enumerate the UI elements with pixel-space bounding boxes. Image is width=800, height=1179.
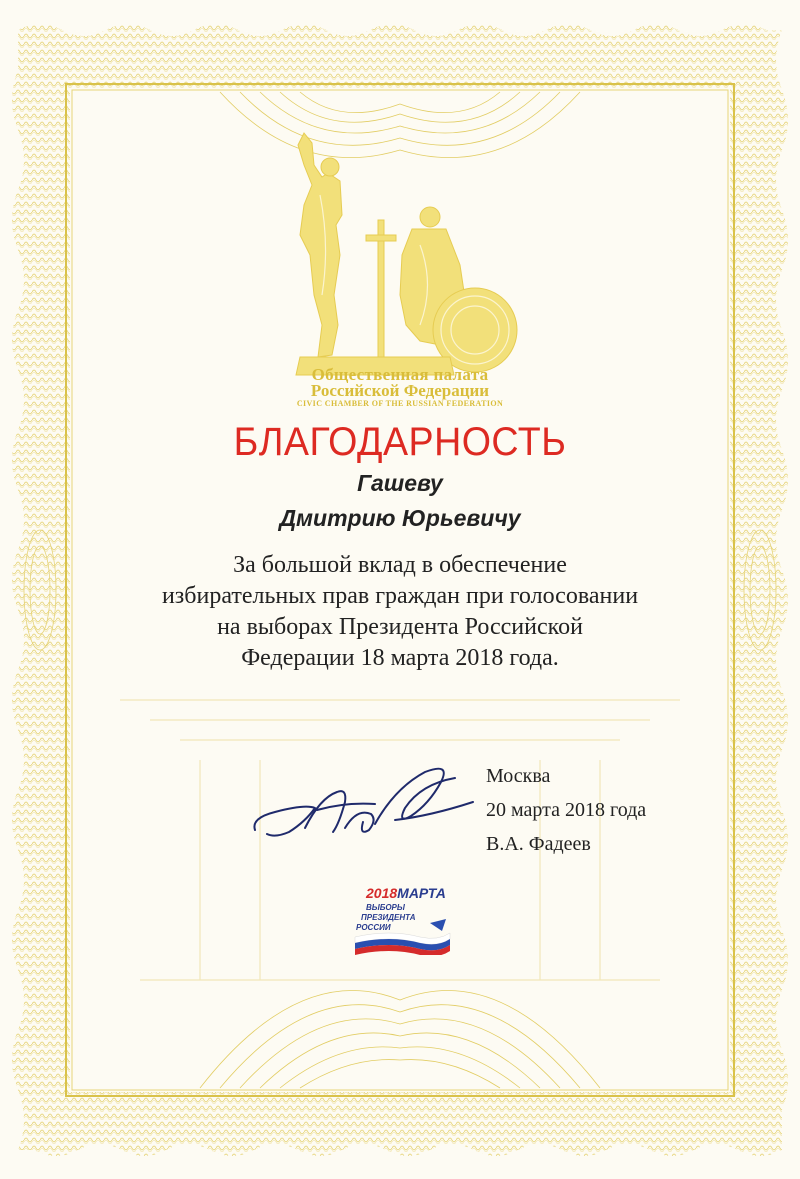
recipient-surname: Гашеву [357, 470, 443, 496]
reason-line: избирательных прав граждан при голосовании [161, 583, 639, 609]
election-logo-line3: РОССИИ [356, 923, 391, 932]
election-year: 2018 [366, 885, 398, 901]
organization-name-line2: Российской Федерации [310, 381, 490, 400]
election-logo-line2: ПРЕЗИДЕНТА [361, 913, 416, 922]
issue-date: 20 марта 2018 года [486, 799, 647, 821]
document-title: БЛАГОДАРНОСТЬ [233, 420, 567, 464]
election-logo-line1: ВЫБОРЫ [366, 903, 405, 912]
handwritten-signature [245, 758, 485, 848]
city: Москва [486, 765, 551, 787]
civic-chamber-monument-logo [270, 125, 530, 405]
reason-line: За большой вклад в обеспечение [233, 552, 567, 578]
reason-line: Федерации 18 марта 2018 года. [241, 645, 559, 671]
reason-line: на выборах Президента Российской [217, 614, 583, 640]
organization-name-line1: Общественная палата [311, 365, 489, 384]
election-month: МАРТА [397, 885, 446, 901]
election-logo-date [366, 885, 446, 901]
signatory-name: В.А. Фадеев [486, 833, 591, 855]
organization-name-english: CIVIC CHAMBER OF THE RUSSIAN FEDERATION [296, 399, 504, 408]
recipient-given-names: Дмитрию Юрьевичу [279, 505, 521, 531]
